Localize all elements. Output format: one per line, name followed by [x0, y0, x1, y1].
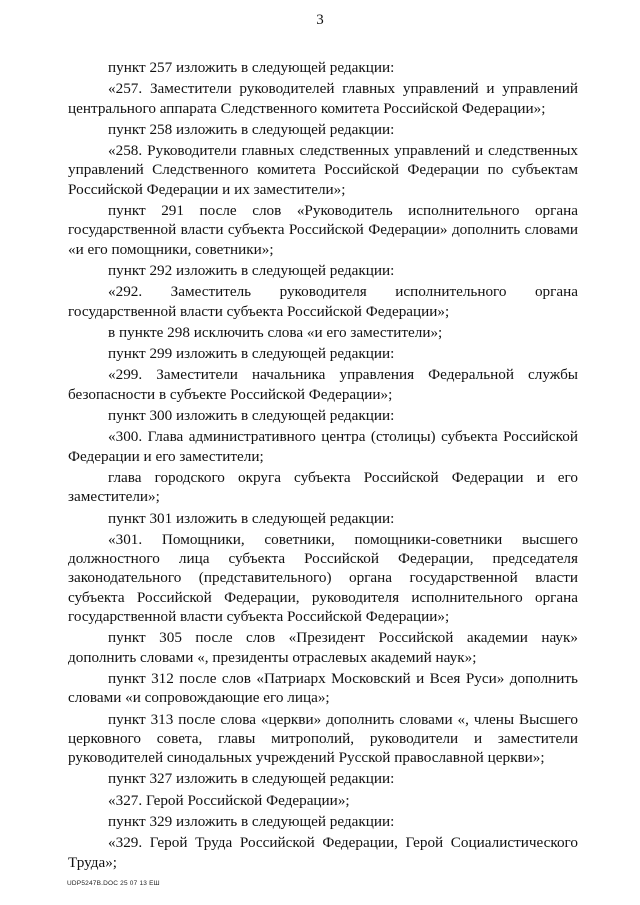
- paragraph: «327. Герой Российской Федерации»;: [108, 791, 350, 809]
- paragraph: глава городского округа субъекта Российской Федерации и его заместители»;: [68, 468, 578, 506]
- paragraph: пункт 299 изложить в следующей редакции:: [108, 345, 395, 363]
- paragraph: «300. Глава административного центра (столицы) субъекта Российской Федерации и его заместители;: [68, 428, 578, 465]
- paragraph: пункт 300 изложить в следующей редакции:: [108, 407, 395, 425]
- document-body: [68, 58, 578, 874]
- page-number: 3: [316, 12, 324, 28]
- paragraph: пункт 301 изложить в следующей редакции:: [108, 509, 395, 527]
- paragraph: пункт 292 изложить в следующей редакции:: [108, 261, 395, 279]
- paragraph: «329. Герой Труда Российской Федерации, Герой Социалистического Труда»;: [68, 834, 578, 871]
- paragraph: пункт 257 изложить в следующей редакции:: [108, 59, 395, 76]
- paragraph: «292. Заместитель руководителя исполнительного органа государственной власти субъекта Российской Федерации»;: [68, 283, 578, 320]
- paragraph: «299. Заместители начальника управления Федеральной службы безопасности в субъекте Российской Федерации»;: [68, 366, 578, 403]
- paragraph: пункт 327 изложить в следующей редакции:: [108, 770, 395, 788]
- paragraph: в пункте 298 исключить слова «и его заместители»;: [108, 323, 443, 341]
- paragraph: «301. Помощники, советники, помощники-советники высшего должностного лица субъекта Российской Федерации, председателя законодательного (представительного) органа государственной власти субъекта Российской Федерации, руководителя исполнительного органа государственной власти субъекта Российской Федерации»;: [68, 530, 578, 626]
- paragraph: пункт 291 после слов «Руководитель исполнительного органа государственной власти субъекта Российской Федерации» дополнить словами «и его помощники, советники»;: [68, 202, 578, 258]
- paragraph: «258. Руководители главных следственных управлений и следственных управлений Следственного комитета Российской Федерации по субъектам Российской Федерации и их заместители»;: [68, 142, 578, 198]
- paragraph: пункт 329 изложить в следующей редакции:: [108, 812, 395, 830]
- paragraph: пункт 305 после слов «Президент Российской академии наук» дополнить словами «, президенты отраслевых академий наук»;: [68, 629, 578, 666]
- paragraph: пункт 258 изложить в следующей редакции:: [108, 120, 395, 138]
- paragraph: пункт 313 после слова «церкви» дополнить словами «, члены Высшего церковного совета, главы митрополий, руководители и заместители руководителей синодальных учреждений Русской православной церкви»;: [68, 710, 578, 767]
- paragraph: пункт 312 после слов «Патриарх Московский и Всея Руси» дополнить словами «и сопровождающие его лица»;: [68, 669, 578, 707]
- paragraph: «257. Заместители руководителей главных управлений и управлений центрального аппарата Следственного комитета Российской Федерации»;: [68, 80, 578, 117]
- document-footer-code: UDP5247B.DOC 25 07 13 ЕШ: [67, 880, 160, 887]
